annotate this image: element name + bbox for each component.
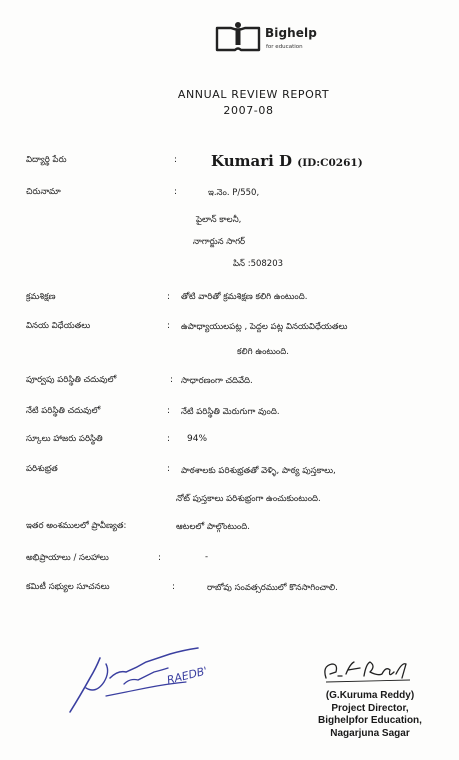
bighelp-logo — [214, 20, 324, 56]
address-line: నాగార్జున సాగర్ — [193, 237, 246, 247]
colon: : — [174, 155, 178, 165]
right-signature — [320, 656, 416, 686]
colon: : — [167, 464, 171, 474]
student-name-value: Kumari D — [211, 152, 293, 170]
colon: : — [158, 553, 162, 563]
discipline-value: తోటి వారితో క్రమశిక్షణ కలిగి ఉంటుంది. — [181, 292, 308, 302]
director-org: Bighelpfor Education, — [318, 715, 422, 726]
colon: : — [174, 187, 178, 197]
director-block — [300, 690, 440, 740]
colon: : — [167, 292, 171, 302]
opinions-value: - — [205, 552, 209, 562]
logo-brand: Bighelp — [265, 26, 317, 40]
discipline-label: క్రమశిక్షణ — [26, 292, 56, 302]
committee-label: కమిటీ సభ్యుల సూచనలు — [26, 582, 110, 592]
other-skills-value: ఆటలలో పాల్గొంటుంది. — [176, 522, 250, 532]
director-name: (G.Kuruma Reddy) — [325, 690, 415, 701]
left-signature — [66, 632, 246, 716]
opinions-label: అభిప్రాయాలు / సలహాలు — [26, 553, 109, 563]
svg-text:RAEDB': RAEDB' — [165, 664, 209, 687]
colon: : — [172, 582, 176, 592]
present-study-value: నేటి పరిస్థితి మెరుగుగా వుంది. — [181, 407, 280, 417]
book-person-icon — [214, 20, 262, 54]
student-name-label: విద్యార్థి పేరు — [26, 155, 67, 165]
past-study-value: సాధారణంగా చదివేది. — [181, 376, 253, 386]
address-line: ఇ.నెం. P/550, — [208, 188, 260, 198]
committee-value: రాబోవు సంవత్సరములో కొనసాగించాలి. — [207, 583, 338, 593]
address-label: చిరునామా — [26, 187, 61, 197]
report-title: ANNUAL REVIEW REPORT — [177, 88, 330, 101]
other-skills-label: ఇతర అంశములలో ప్రావీణ్యత: — [26, 521, 127, 531]
address-line: పైలాన్ కాలనీ, — [196, 215, 242, 225]
present-study-label: నేటి పరిస్థితి చదువులో — [26, 406, 101, 416]
director-place: Nagarjuna Sagar — [330, 727, 410, 739]
logo-tagline: for education — [266, 44, 303, 50]
attendance-label: స్కూలు హాజరు పరిస్థితి — [26, 434, 103, 444]
cleanliness-value: పాఠశాలకు పరిశుభ్రతతో వెళ్ళి, పాఠ్య పుస్తకాలు, — [181, 466, 336, 476]
report-year: 2007-08 — [223, 104, 274, 117]
past-study-label: పూర్వపు పరిస్థితి చదువులో — [26, 375, 117, 385]
obedience-value: ఉపాధ్యాయులపట్ల , పెద్దల పట్ల వినయవిధేయతలు — [181, 322, 348, 332]
student-id: (ID:C0261) — [297, 157, 363, 169]
colon: : — [167, 406, 171, 416]
obedience-label: వినయ విధేయతలు — [26, 321, 91, 331]
attendance-value: 94% — [187, 434, 208, 444]
colon: : — [167, 434, 171, 444]
colon: : — [170, 375, 174, 385]
director-title: Project Director, — [331, 702, 409, 714]
student-name — [211, 152, 363, 170]
cleanliness-label: పరిశుభ్రత — [26, 464, 58, 474]
address-pin: పిన్ :508203 — [233, 259, 284, 269]
obedience-value-cont: కలిగి ఉంటుంది. — [237, 347, 289, 357]
cleanliness-value-cont: నోట్ పుస్తకాలు పరిశుభ్రంగా ఉంచుకుంటుంది. — [176, 494, 321, 504]
colon: : — [167, 321, 171, 331]
